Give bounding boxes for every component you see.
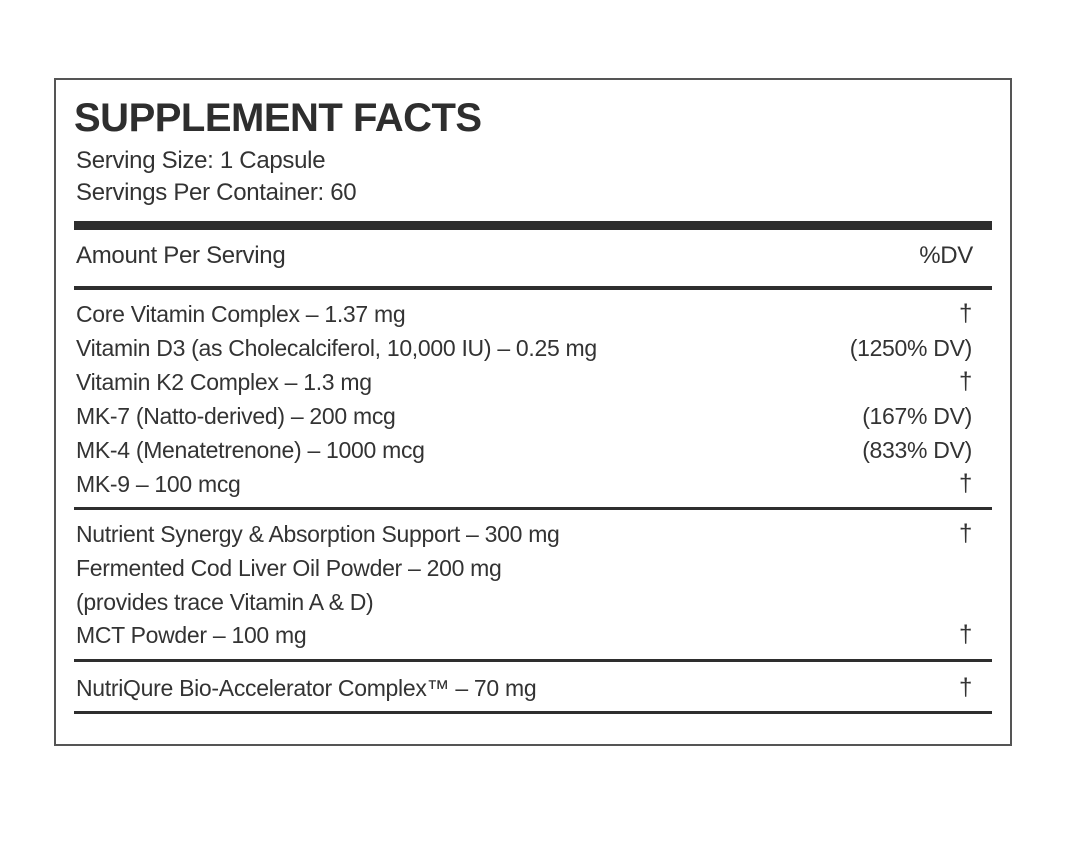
ingredient-name: MK-9 – 100 mcg	[76, 471, 241, 497]
list-item	[76, 585, 972, 619]
list-item	[76, 297, 972, 331]
daily-value: †	[958, 368, 972, 395]
daily-value: (167% DV)	[862, 403, 972, 429]
list-item	[76, 551, 972, 585]
daily-value: †	[958, 520, 972, 547]
panel-title: SUPPLEMENT FACTS	[74, 96, 482, 140]
ingredient-name: MCT Powder – 100 mg	[76, 622, 307, 648]
daily-value: (1250% DV)	[849, 335, 972, 361]
list-item	[76, 467, 972, 501]
ingredient-name: Fermented Cod Liver Oil Powder – 200 mg	[76, 555, 502, 581]
daily-value: †	[958, 621, 972, 648]
list-item	[76, 433, 972, 467]
amount-per-serving-header: Amount Per Serving	[76, 242, 286, 269]
serving-size: Serving Size: 1 Capsule	[76, 147, 326, 174]
list-item	[76, 517, 972, 551]
list-item	[76, 618, 972, 652]
daily-value: †	[958, 300, 972, 327]
divider-thick	[74, 221, 992, 230]
divider-header	[74, 286, 992, 290]
divider-bottom	[74, 711, 992, 714]
list-item	[76, 671, 972, 705]
ingredient-name: Core Vitamin Complex – 1.37 mg	[76, 301, 406, 327]
dv-header: %DV	[919, 242, 973, 269]
daily-value: †	[958, 674, 972, 701]
list-item	[76, 331, 972, 365]
servings-per-container: Servings Per Container: 60	[76, 179, 357, 206]
ingredient-name: NutriQure Bio-Accelerator Complex™ – 70 mg	[76, 675, 537, 701]
ingredient-name: (provides trace Vitamin A & D)	[76, 589, 374, 615]
ingredient-name: Nutrient Synergy & Absorption Support – 300 mg	[76, 521, 560, 547]
ingredient-name: MK-4 (Menatetrenone) – 1000 mcg	[76, 437, 425, 463]
daily-value: †	[958, 470, 972, 497]
ingredient-name: Vitamin K2 Complex – 1.3 mg	[76, 369, 372, 395]
list-item	[76, 365, 972, 399]
ingredient-name: Vitamin D3 (as Cholecalciferol, 10,000 IU) – 0.25 mg	[76, 335, 597, 361]
divider-section	[74, 507, 992, 510]
ingredient-name: MK-7 (Natto-derived) – 200 mcg	[76, 403, 396, 429]
list-item	[76, 399, 972, 433]
daily-value: (833% DV)	[862, 437, 972, 463]
divider-section	[74, 659, 992, 662]
